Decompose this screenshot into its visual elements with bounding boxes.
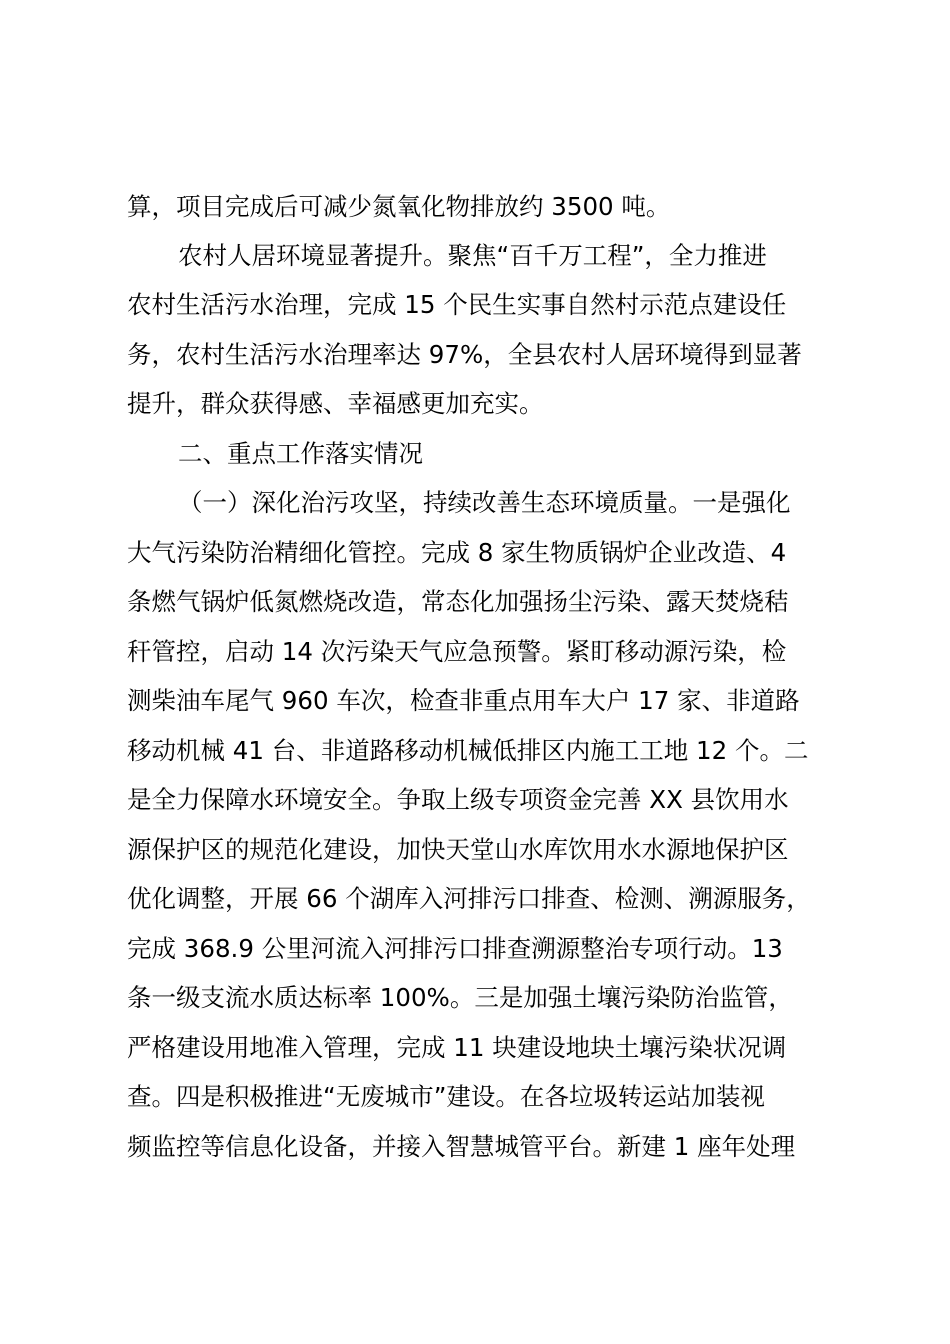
text-line-20: 频监控等信息化设备，并接入智慧城管平台。新建 1 座年处理	[127, 1132, 796, 1161]
text-line-19: 查。四是积极推进“无废城市”建设。在各垃圾转运站加装视	[127, 1082, 765, 1111]
paragraph-rural-environment: 农村人居环境显著提升。聚焦“百千万工程”，全力推进	[178, 241, 767, 270]
text-line-17: 条一级支流水质达标率 100%。三是加强土壤污染防治监管，	[127, 983, 793, 1012]
text-line-11: 测柴油车尾气 960 车次，检查非重点用车大户 17 家、非道路	[127, 686, 800, 715]
text-line-18: 严格建设用地准入管理，完成 11 块建设地块土壤污染状况调	[127, 1033, 787, 1062]
text-line-15: 优化调整，开展 66 个湖库入河排污口排查、检测、溯源服务，	[127, 884, 811, 913]
subsection-heading-1: （一）深化治污攻坚，持续改善生态环境质量。一是强化	[178, 488, 791, 517]
text-line-8: 大气污染防治精细化管控。完成 8 家生物质锅炉企业改造、4	[127, 538, 787, 567]
text-line-1: 算，项目完成后可减少氮氧化物排放约 3500 吨。	[127, 192, 671, 221]
text-line-5: 提升，群众获得感、幸福感更加充实。	[127, 389, 544, 418]
text-line-13: 是全力保障水环境安全。争取上级专项资金完善 XX 县饮用水	[127, 785, 789, 814]
text-line-3: 农村生活污水治理，完成 15 个民生实事自然村示范点建设任	[127, 290, 787, 319]
text-line-10: 秆管控，启动 14 次污染天气应急预警。紧盯移动源污染，检	[127, 637, 787, 666]
text-line-14: 源保护区的规范化建设，加快天堂山水库饮用水水源地保护区	[127, 835, 789, 864]
text-line-4: 务，农村生活污水治理率达 97%，全县农村人居环境得到显著	[127, 340, 802, 369]
text-line-9: 条燃气锅炉低氮燃烧改造，常态化加强扬尘污染、露天焚烧秸	[127, 587, 789, 616]
text-line-16: 完成 368.9 公里河流入河排污口排查溯源整治专项行动。13	[127, 934, 783, 963]
section-heading-key-work: 二、重点工作落实情况	[178, 439, 423, 468]
text-line-12: 移动机械 41 台、非道路移动机械低排区内施工工地 12 个。二	[127, 736, 809, 765]
